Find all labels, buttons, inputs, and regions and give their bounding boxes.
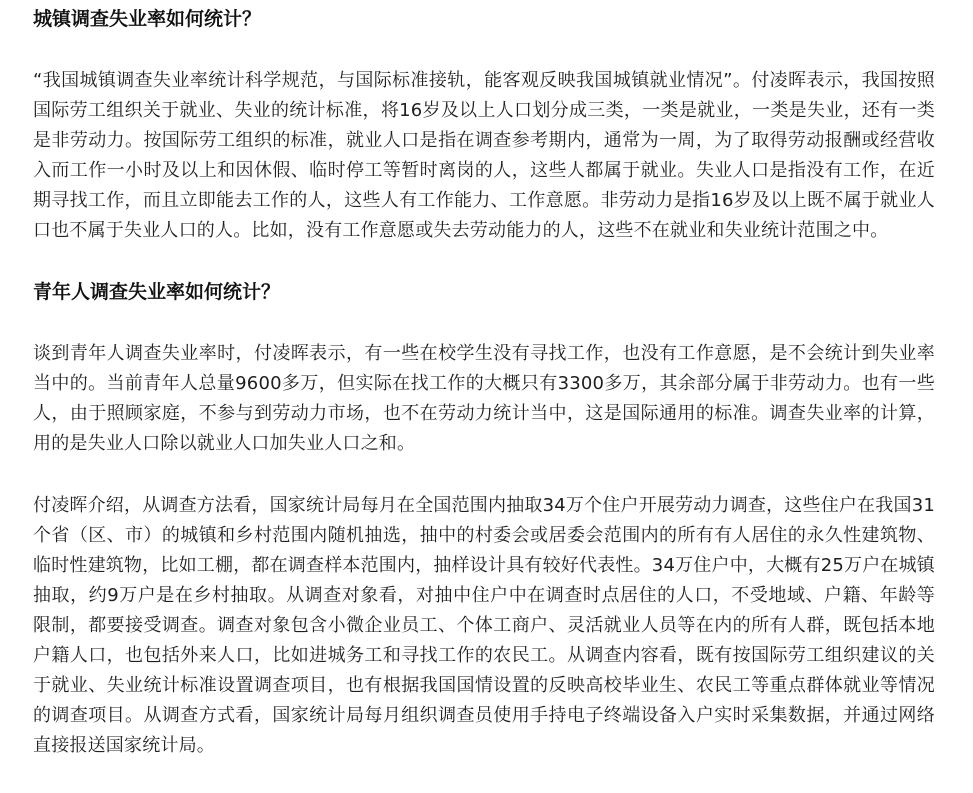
paragraph-urban-unemployment-definition: “我国城镇调查失业率统计科学规范，与国际标准接轨，能客观反映我国城镇就业情况”。付凌晖表示，我国按照国际劳工组织关于就业、失业的统计标准，将16岁及以上人口划分成三类，一类是就业，一类是失业，还有一类是非劳动力。按国际劳工组织的标准，就业人口是指在调查参考期内，通常为一周，为了取得劳动报酬或经营收入而工作一小时及以上和因休假、临时停工等暂时离岗的人，这些人都属于就业。失业人口是指没有工作，在近期寻找工作，而且立即能去工作的人，这些人有工作能力、工作意愿。非劳动力是指16岁及以上既不属于就业人口也不属于失业人口的人。比如，没有工作意愿或失去劳动能力的人，这些不在就业和失业统计范围之中。 xyxy=(33,70,935,241)
paragraph-youth-unemployment-statistics: 谈到青年人调查失业率时，付凌晖表示，有一些在校学生没有寻找工作，也没有工作意愿，是不会统计到失业率当中的。当前青年人总量9600多万，但实际在找工作的大概只有3300多万，其余部分属于非劳动力。也有一些人，由于照顾家庭，不参与到劳动力市场，也不在劳动力统计当中，这是国际通用的标准。调查失业率的计算，用的是失业人口除以就业人口加失业人口之和。 xyxy=(33,343,935,454)
section-heading-urban-unemployment: 城镇调查失业率如何统计？ xyxy=(33,8,262,30)
paragraph-survey-methodology: 付凌晖介绍，从调查方法看，国家统计局每月在全国范围内抽取34万个住户开展劳动力调查，这些住户在我国31个省（区、市）的城镇和乡村范围内随机抽选，抽中的村委会或居委会范围内的所有有人居住的永久性建筑物、临时性建筑物，比如工棚，都在调查样本范围内，抽样设计具有较好代表性。34万住户中，大概有25万户在城镇抽取，约9万户是在乡村抽取。从调查对象看，对抽中住户中在调查时点居住的人口，不受地域、户籍、年龄等限制，都要接受调查。调查对象包含小微企业员工、个体工商户、灵活就业人员等在内的所有人群，既包括本地户籍人口，也包括外来人口，比如进城务工和寻找工作的农民工。从调查内容看，既有按国际劳工组织建议的关于就业、失业统计标准设置调查项目，也有根据我国国情设置的反映高校毕业生、农民工等重点群体就业等情况的调查项目。从调查方式看，国家统计局每月组织调查员使用手持电子终端设备入户实时采集数据，并通过网络直接报送国家统计局。 xyxy=(33,495,936,756)
section-heading-youth-unemployment: 青年人调查失业率如何统计？ xyxy=(33,281,281,303)
